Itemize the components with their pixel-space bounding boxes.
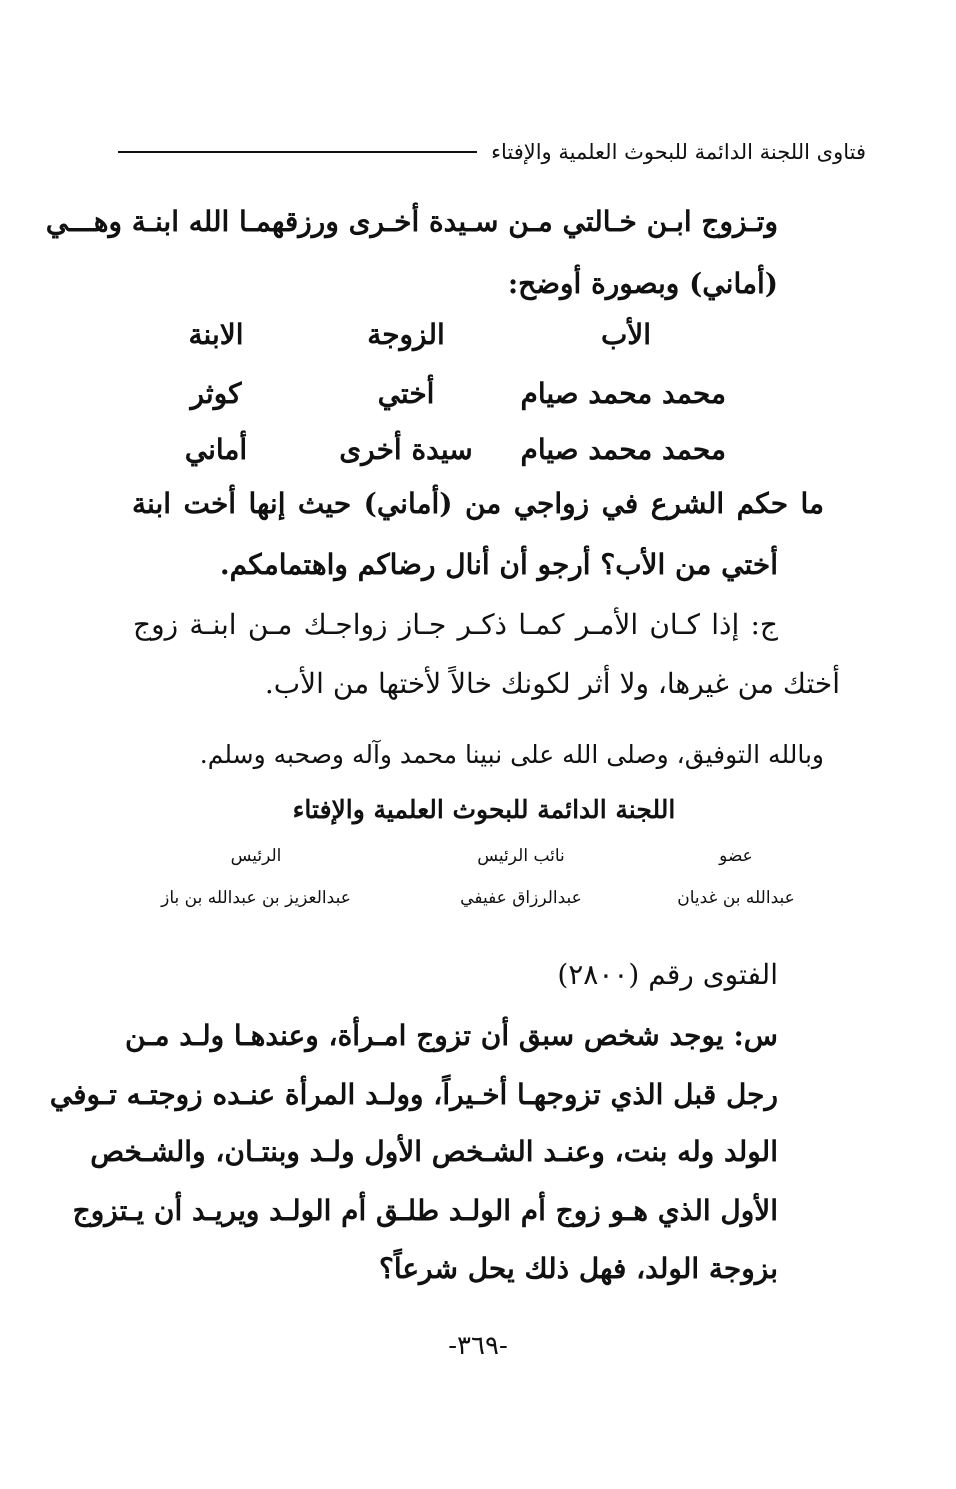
signatory-role-member: عضو [719, 846, 753, 866]
signatory-name-vice: عبدالرزاق عفيفي [460, 888, 582, 908]
table-row-1-wife: أختي [377, 377, 435, 410]
signatory-role-vice: نائب الرئيس [477, 846, 565, 866]
signatory-name-president: عبدالعزيز بن عبدالله بن باز [161, 888, 351, 908]
closing-formula: وبالله التوفيق، وصلى الله على نبينا محمد وآله وصحبه وسلم. [199, 740, 824, 769]
answer-line-2: أختك من غيرها، ولا أثر لكونك خالاً لأختها من الأب. [264, 667, 840, 700]
question-intro-line-2: (أماني) وبصورة أوضح: [507, 267, 778, 300]
header-rule [118, 151, 477, 153]
signatory-role-president: الرئيس [230, 846, 282, 866]
question-intro-line-1: وتـزوج ابـن خـالتي مـن سـيدة أخـرى ورزقهمـا الله ابنـة وهـــي [45, 205, 778, 238]
question2-line-3: الولد وله بنت، وعنـد الشـخص الأول ولـد وبنتـان، والشـخص [90, 1135, 778, 1168]
table-header-daughter: الابنة [188, 318, 244, 351]
table-header-father: الأب [600, 318, 652, 351]
table-row-2-wife: سيدة أخرى [339, 433, 473, 466]
page-number: -٣٦٩- [448, 1331, 508, 1361]
running-header [118, 132, 866, 172]
question-ask-line-2: أختي من الأب؟ أرجو أن أنال رضاكم واهتمامكم. [219, 548, 778, 581]
question2-line-2: رجل قبل الذي تزوجهـا أخـيراً، وولـد المرأة عنـده زوجتـه تـوفي [49, 1078, 778, 1111]
committee-name-text: اللجنة الدائمة للبحوث العلمية والإفتاء [292, 795, 676, 824]
question2-line-1: س: يوجد شخص سبق أن تزوج امـرأة، وعندهـا ولـد مـن [124, 1019, 778, 1052]
answer-line-1: ج: إذا كـان الأمـر كمـا ذكـر جـاز زواجـك مـن ابنـة زوج [133, 608, 778, 641]
fatwa-number: الفتوى رقم (٢٨٠٠) [557, 958, 778, 991]
question2-line-5: بزوجة الولد، فهل ذلك يحل شرعاً؟ [378, 1252, 778, 1285]
table-row-2-father: محمد محمد صيام [520, 433, 726, 466]
question-ask-line-1: ما حكم الشرع في زواجي من (أماني) حيث إنها أخت ابنة [132, 487, 824, 520]
table-row-2-daughter: أماني [184, 433, 248, 466]
table-header-wife: الزوجة [367, 318, 445, 351]
signatory-name-member: عبدالله بن غديان [677, 888, 795, 908]
table-row-1-daughter: كوثر [190, 377, 242, 410]
table-row-1-father: محمد محمد صيام [520, 377, 726, 410]
header-title: فتاوى اللجنة الدائمة للبحوث العلمية والإفتاء [491, 140, 866, 164]
question2-line-4: الأول الذي هـو زوج أم الولـد طلـق أم الولـد ويريـد أن يـتزوج [72, 1194, 778, 1227]
committee-name [0, 790, 956, 830]
